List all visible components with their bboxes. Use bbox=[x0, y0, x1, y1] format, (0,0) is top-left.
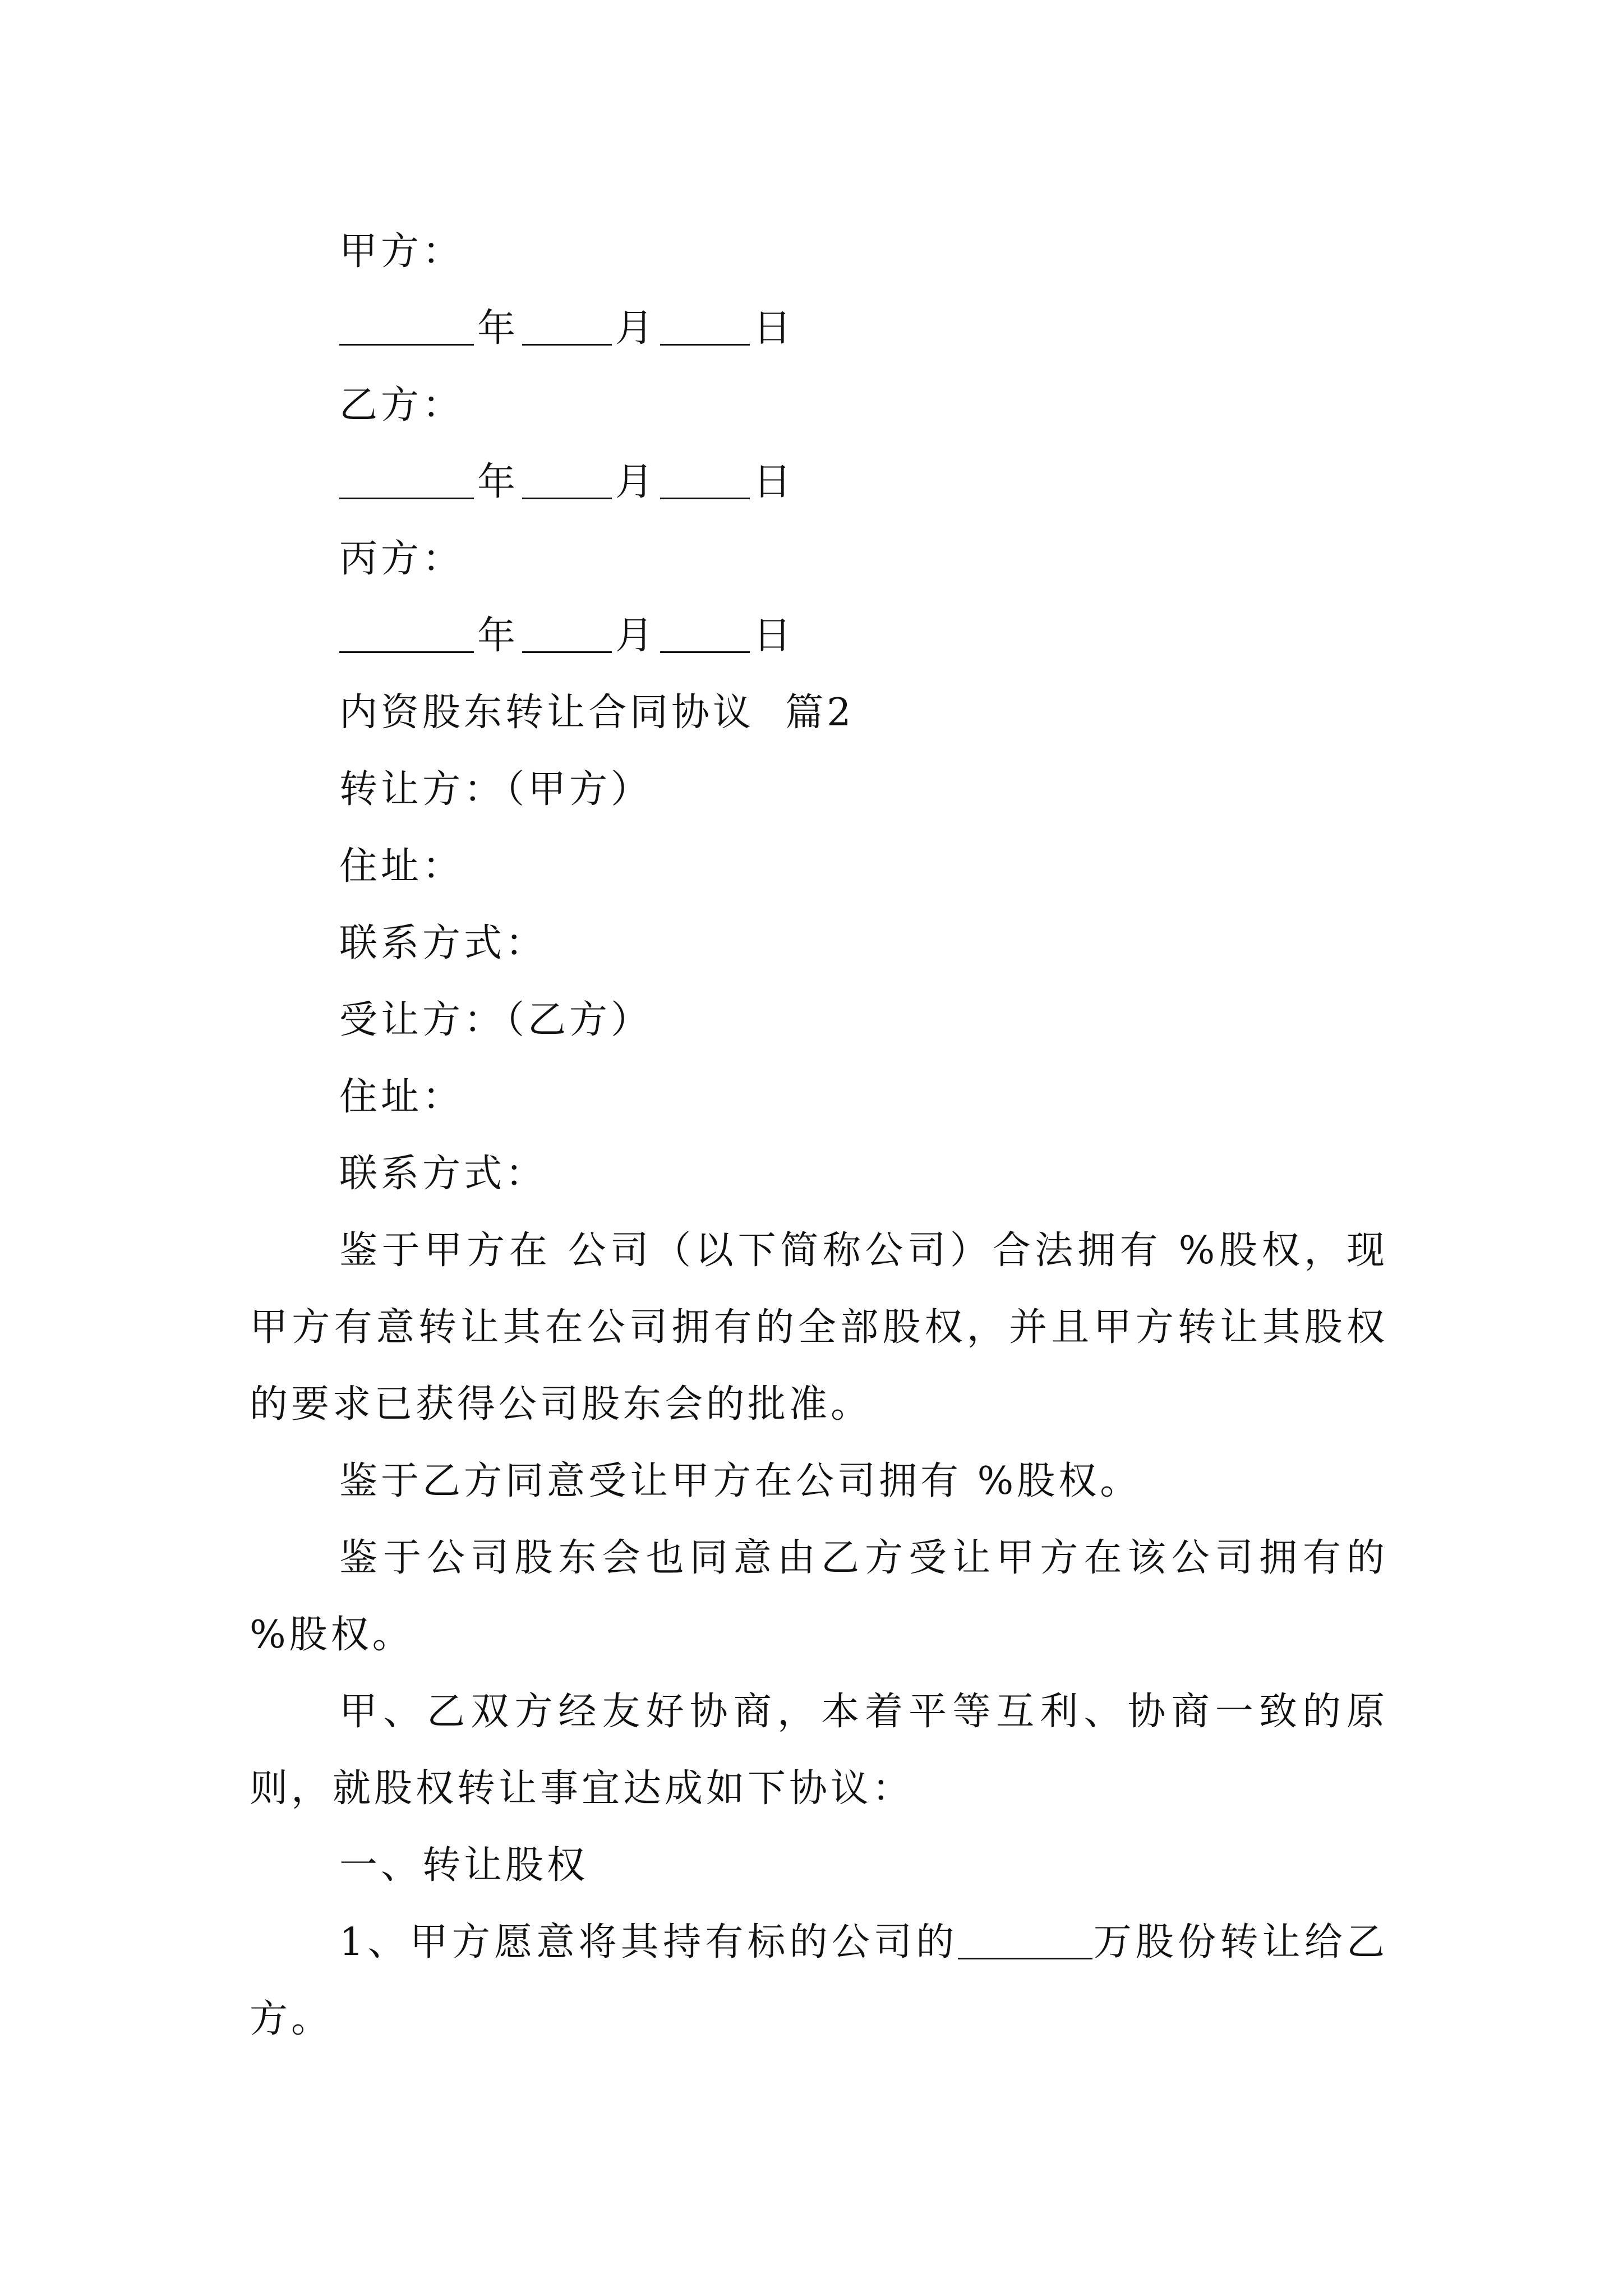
transferor-address: 住址： bbox=[339, 844, 464, 889]
month-label: 月 bbox=[615, 614, 657, 658]
day-label: 日 bbox=[753, 460, 795, 504]
year-blank bbox=[339, 458, 474, 499]
day-blank bbox=[660, 458, 750, 499]
recital-paragraph-1: 鉴于甲方在 公司（以下简称公司）合法拥有 %股权，现甲方有意转让其在公司拥有的全部股权，并且甲方转让其股权的要求已获得公司股东会的批准。 bbox=[250, 1228, 1388, 1427]
transferor-contact: 联系方式： bbox=[339, 921, 547, 965]
document-body bbox=[250, 213, 1388, 2058]
month-label: 月 bbox=[615, 460, 657, 504]
transferee-contact: 联系方式： bbox=[339, 1152, 547, 1196]
month-label: 月 bbox=[615, 306, 657, 351]
year-label: 年 bbox=[477, 306, 519, 351]
transferee-address: 住址： bbox=[339, 1075, 464, 1119]
date-line-a bbox=[250, 290, 1388, 367]
party-c-label: 丙方： bbox=[339, 537, 464, 581]
day-label: 日 bbox=[753, 306, 795, 351]
year-label: 年 bbox=[477, 460, 519, 504]
month-blank bbox=[522, 612, 612, 653]
shares-blank bbox=[958, 1918, 1092, 1959]
party-b-label: 乙方： bbox=[339, 383, 464, 427]
clause-item-1-text-after: 万股份转让给乙方。 bbox=[250, 1920, 1388, 2041]
date-line-c bbox=[250, 597, 1388, 674]
transferor-label: 转让方：（甲方） bbox=[339, 767, 653, 812]
day-blank bbox=[660, 612, 750, 653]
clause-item-1-text-before: 1、甲方愿意将其持有标的公司的 bbox=[339, 1920, 958, 1964]
day-blank bbox=[660, 305, 750, 346]
month-blank bbox=[522, 458, 612, 499]
recital-paragraph-2: 鉴于乙方同意受让甲方在公司拥有 %股权。 bbox=[339, 1459, 1142, 1503]
month-blank bbox=[522, 305, 612, 346]
year-blank bbox=[339, 305, 474, 346]
year-label: 年 bbox=[477, 614, 519, 658]
transferee-label: 受让方：（乙方） bbox=[339, 998, 653, 1042]
party-a-label: 甲方： bbox=[339, 229, 464, 274]
day-label: 日 bbox=[753, 614, 795, 658]
year-blank bbox=[339, 612, 474, 653]
section-heading: 内资股东转让合同协议 篇2 bbox=[339, 691, 855, 735]
clause-item-1 bbox=[250, 1904, 1388, 2058]
date-line-b bbox=[250, 444, 1388, 521]
agreement-paragraph: 甲、乙双方经友好协商，本着平等互利、协商一致的原则，就股权转让事宜达成如下协议： bbox=[250, 1690, 1388, 1811]
recital-paragraph-3: 鉴于公司股东会也同意由乙方受让甲方在该公司拥有的 %股权。 bbox=[250, 1536, 1388, 1657]
clause-heading-transfer: 一、转让股权 bbox=[339, 1843, 589, 1888]
